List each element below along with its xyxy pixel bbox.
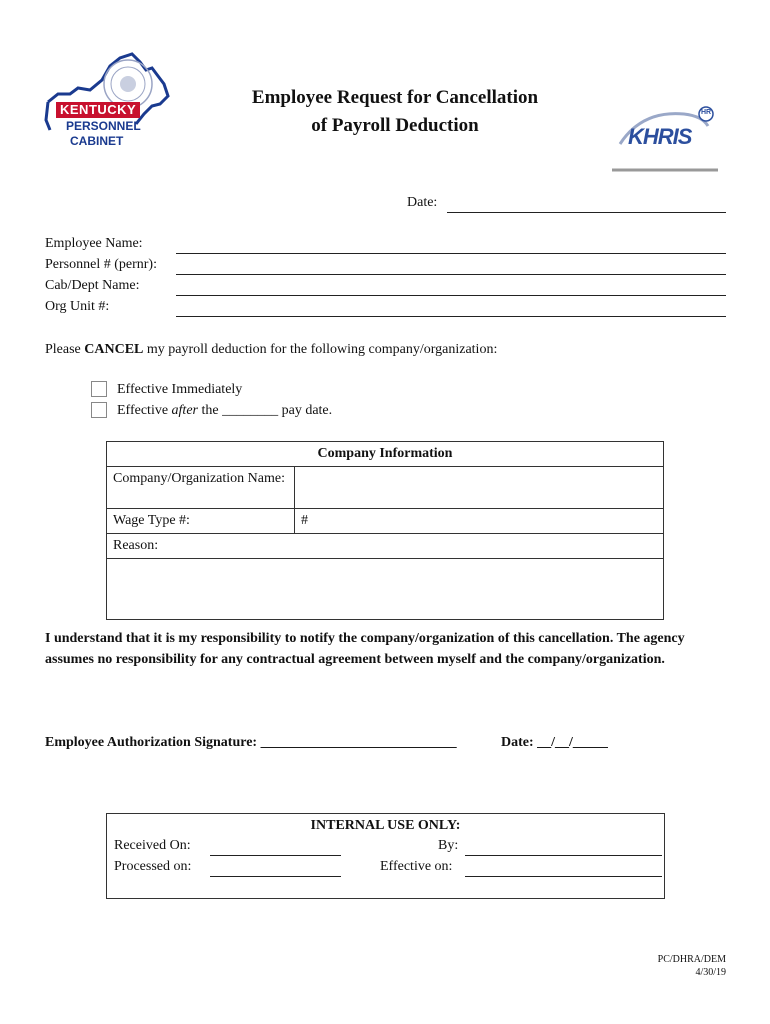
cab-dept-label: Cab/Dept Name: (45, 278, 140, 293)
processed-on-field[interactable] (210, 876, 341, 877)
cancel-pre: Please (45, 342, 85, 357)
page-title (200, 84, 590, 140)
wage-type-row (107, 509, 664, 534)
received-on-label: Received On: (114, 838, 191, 853)
org-unit-label: Org Unit #: (45, 299, 110, 314)
khris-badge: HR (701, 109, 712, 116)
effective-after-checkbox[interactable] (91, 402, 107, 418)
internal-use-title: INTERNAL USE ONLY: (310, 818, 461, 833)
effective-immediately-checkbox[interactable] (91, 381, 107, 397)
form-code: PC/DHRA/DEM (657, 954, 726, 965)
logo-text-kentucky: KENTUCKY (56, 102, 140, 118)
title-line-1: Employee Request for Cancellation (251, 87, 539, 108)
received-on-field[interactable] (210, 855, 341, 856)
effective-on-field[interactable] (465, 876, 662, 877)
pernr-field[interactable] (176, 274, 726, 275)
form-footer (600, 953, 726, 979)
reason-row (107, 559, 664, 620)
option2-mid: the (198, 403, 223, 418)
date-label: Date: (407, 195, 438, 210)
effective-after-label (117, 401, 332, 421)
title-line-2: of Payroll Deduction (311, 115, 479, 136)
cancel-instruction (45, 340, 497, 360)
wage-type-field[interactable]: # (295, 509, 664, 534)
reason-field[interactable] (107, 559, 664, 620)
khris-logo (612, 104, 718, 174)
internal-use-box (106, 813, 665, 899)
employee-name-label: Employee Name: (45, 236, 143, 251)
cancel-word: CANCEL (84, 342, 144, 357)
company-table-header-row (107, 442, 664, 467)
reason-label: Reason: (107, 534, 664, 559)
company-table-header: Company Information (107, 442, 664, 467)
effective-on-label: Effective on: (380, 859, 453, 874)
form-revision-date: 4/30/19 (695, 967, 726, 978)
option2-italic: after (171, 403, 198, 418)
date-field[interactable] (447, 212, 726, 213)
cancel-post: my payroll deduction for the following company/organization: (143, 342, 498, 357)
option2-post: pay date. (278, 403, 333, 418)
pay-date-blank[interactable]: ________ (222, 403, 279, 418)
company-name-row (107, 467, 664, 509)
signature-line[interactable]: Employee Authorization Signature: ____________________________ (45, 735, 457, 750)
employee-name-field[interactable] (176, 253, 726, 254)
processed-on-label: Processed on: (114, 859, 192, 874)
kentucky-personnel-cabinet-logo (40, 44, 175, 156)
option2-pre: Effective (117, 403, 172, 418)
company-name-label: Company/Organization Name: (107, 467, 295, 509)
company-name-field[interactable] (295, 467, 664, 509)
wage-type-label: Wage Type #: (107, 509, 295, 534)
org-unit-field[interactable] (176, 316, 726, 317)
logo-text-personnel: PERSONNEL (66, 119, 141, 133)
company-information-table (106, 441, 664, 620)
by-label: By: (438, 838, 459, 853)
pernr-label: Personnel # (pernr): (45, 257, 157, 272)
logo-text-cabinet: CABINET (70, 134, 124, 148)
signature-date[interactable]: Date: __/__/_____ (501, 735, 608, 750)
cab-dept-field[interactable] (176, 295, 726, 296)
responsibility-notice: I understand that it is my responsibility to notify the company/organization of this cancellation. The agency assumes no responsibility for any contractual agreement between myself and the company/organization. (45, 631, 685, 667)
effective-immediately-label: Effective Immediately (117, 382, 243, 397)
by-field[interactable] (465, 855, 662, 856)
reason-label-row (107, 534, 664, 559)
khris-wordmark: KHRIS (628, 124, 692, 149)
